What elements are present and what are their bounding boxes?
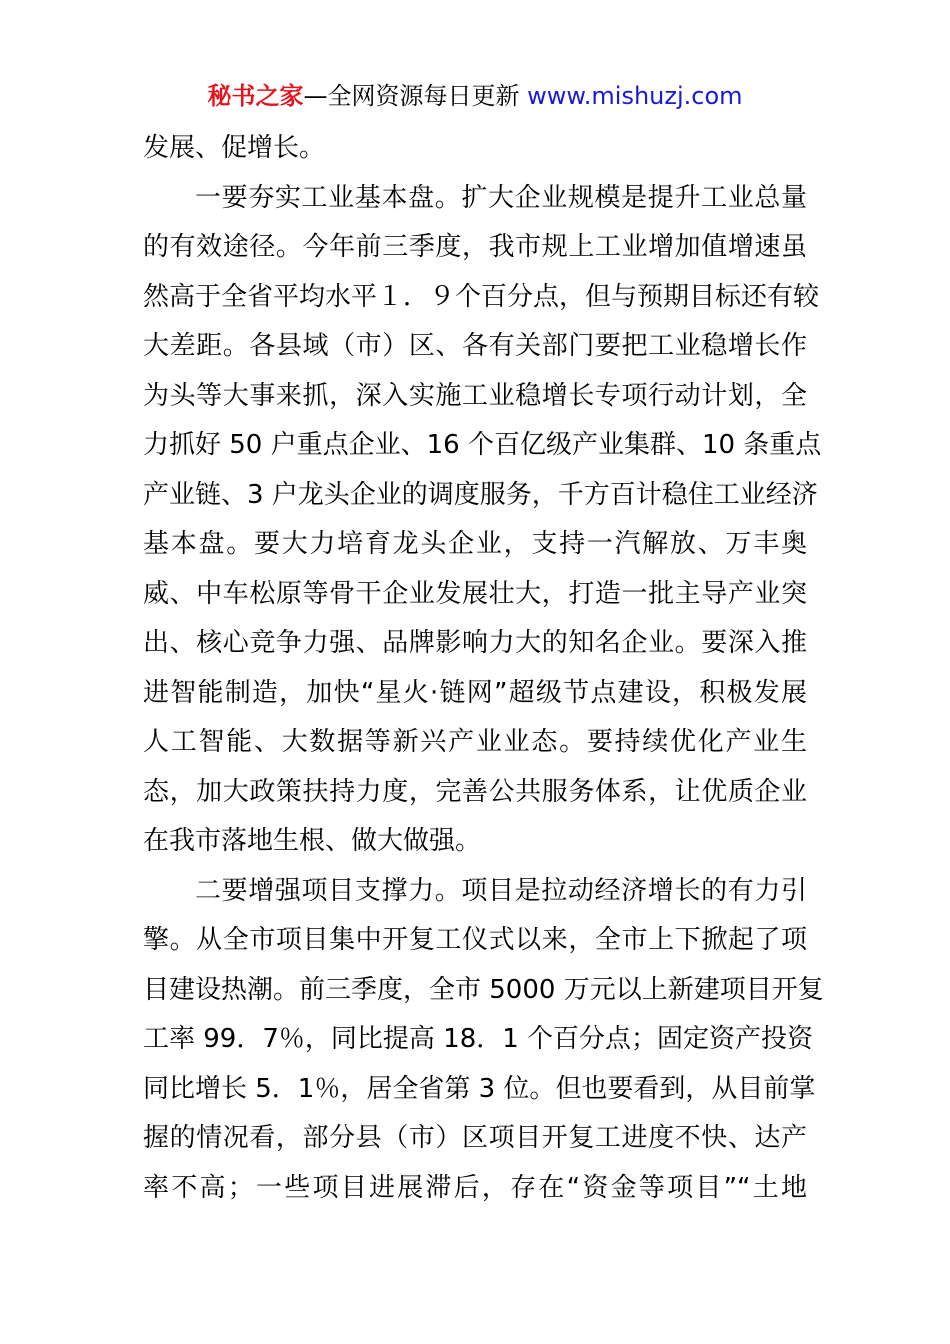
text-line: 威、中车松原等骨干企业发展壮大，打造一批主导产业突	[143, 578, 807, 609]
text-line: 力抓好 50 户重点企业、16 个百亿级产业集群、10 条重点	[143, 430, 822, 460]
text-line: 大差距。各县域（市）区、各有关部门要把工业稳增长作	[143, 331, 807, 361]
text-line: 率不高；一些项目进展滞后，存在“资金等项目”“土地	[143, 1172, 807, 1203]
paragraph-start-line: 二要增强项目支撑力。项目是拉动经济增长的有力引	[195, 875, 807, 906]
text-line: 握的情况看，部分县（市）区项目开复工进度不快、达产	[143, 1123, 807, 1153]
text-line: 人工智能、大数据等新兴产业业态。要持续优化产业生	[143, 727, 807, 757]
site-tagline: —全网资源每日更新	[303, 82, 520, 110]
text-line: 在我市落地生根、做大做强。	[143, 826, 482, 856]
text-line: 态，加大政策扶持力度，完善公共服务体系，让优质企业	[143, 776, 807, 807]
site-url[interactable]: www.mishuzj.com	[527, 82, 743, 110]
text-line: 然高于全省平均水平１．９个百分点，但与预期目标还有较	[143, 281, 820, 312]
text-line: 工率 99．7％，同比提高 18．1 个百分点；固定资产投资	[143, 1024, 814, 1054]
text-line: 为头等大事来抓，深入实施工业稳增长专项行动计划，全	[143, 380, 807, 411]
text-line: 基本盘。要大力培育龙头企业，支持一汽解放、万丰奥	[143, 529, 807, 559]
text-line: 发展、促增长。	[143, 133, 326, 163]
text-line: 产业链、3 户龙头企业的调度服务，千方百计稳住工业经济	[143, 479, 818, 510]
site-brand: 秘书之家	[207, 82, 304, 110]
document-body	[143, 124, 824, 1213]
site-header	[0, 78, 950, 114]
text-line: 出、核心竞争力强、品牌影响力大的知名企业。要深入推	[143, 628, 807, 658]
paragraph-start-line: 一要夯实工业基本盘。扩大企业规模是提升工业总量	[195, 182, 807, 213]
text-line: 目建设热潮。前三季度，全市 5000 万元以上新建项目开复	[143, 974, 824, 1005]
text-line: 的有效途径。今年前三季度，我市规上工业增加值增速虽	[143, 232, 807, 262]
text-line: 进智能制造，加快“星火·链网”超级节点建设，积极发展	[143, 677, 807, 708]
text-line: 同比增长 5．1％，居全省第 3 位。但也要看到，从目前掌	[143, 1073, 816, 1104]
text-line: 擎。从全市项目集中开复工仪式以来，全市上下掀起了项	[143, 925, 807, 955]
